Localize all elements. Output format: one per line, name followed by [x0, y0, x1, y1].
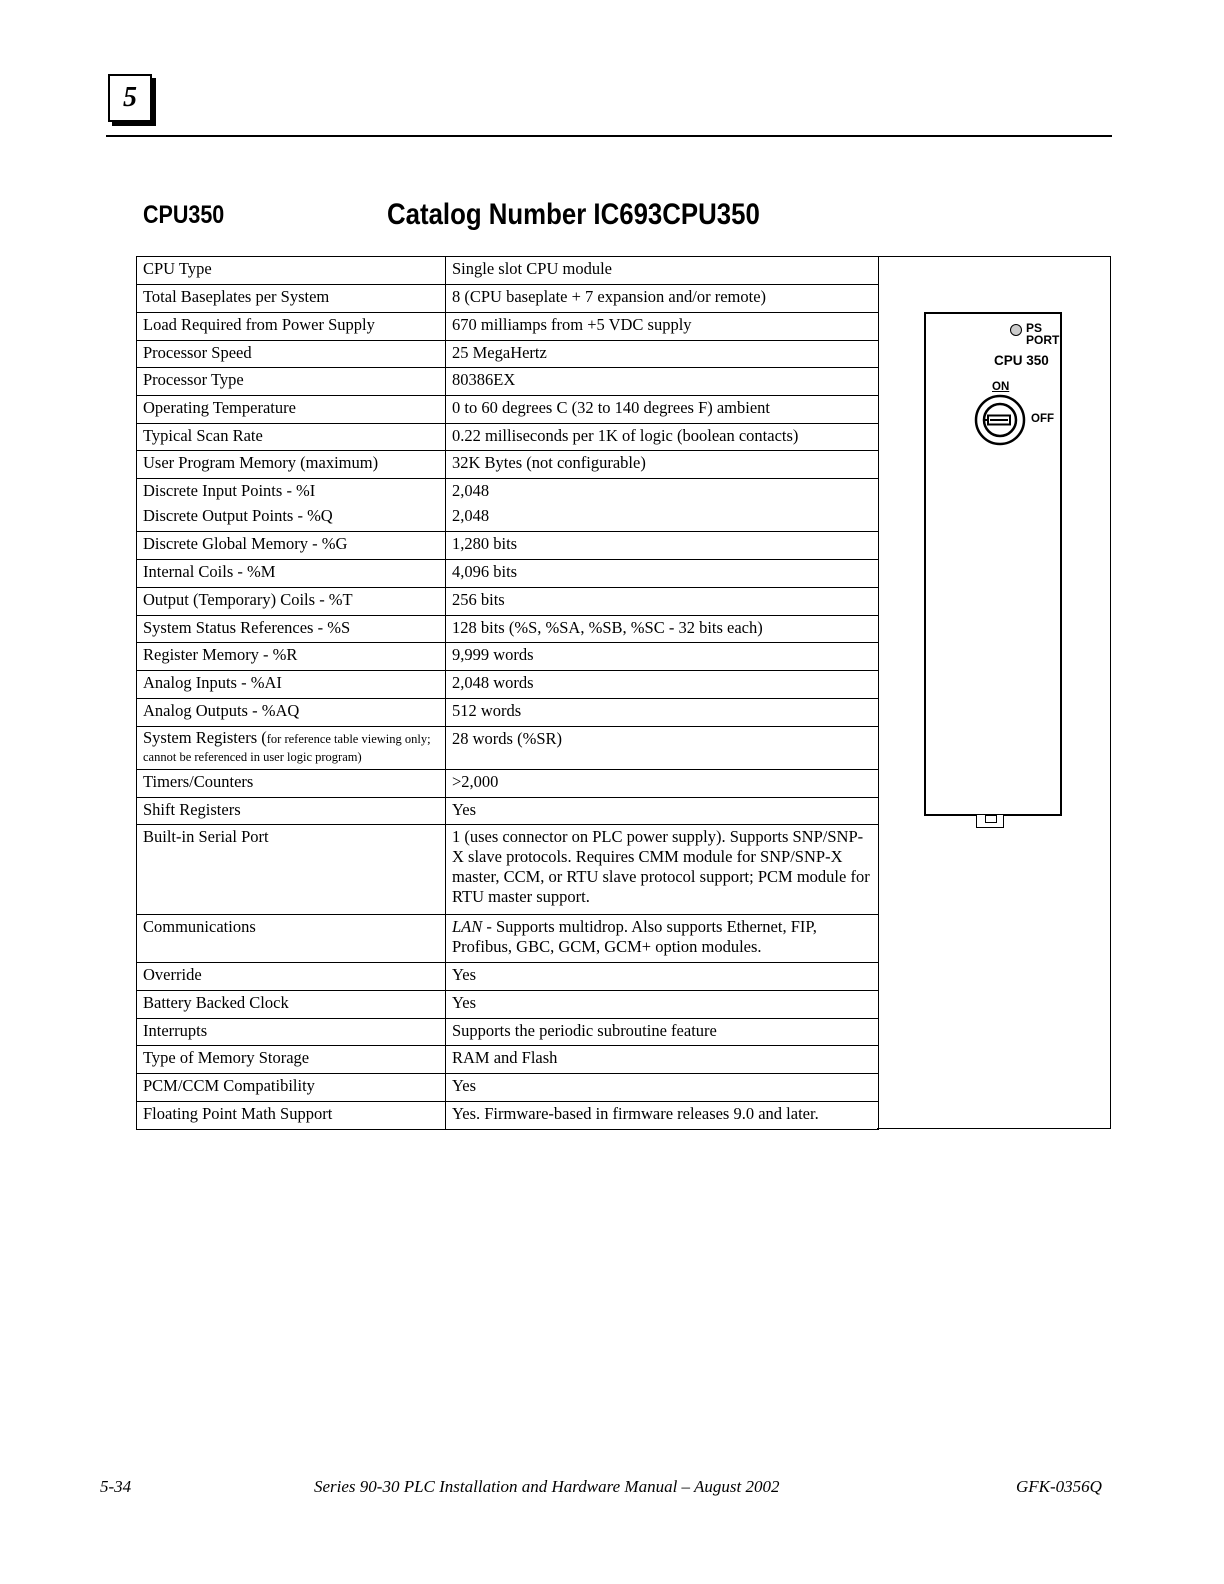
table-row: [137, 915, 879, 963]
spec-label-group: [137, 479, 446, 532]
table-row: [137, 479, 879, 532]
table-row: [137, 396, 879, 424]
spec-label: User Program Memory (maximum): [137, 451, 446, 479]
module-name-label: CPU 350: [994, 353, 1049, 368]
spec-value: Supports the periodic subroutine feature: [446, 1019, 879, 1046]
spec-label: Processor Type: [137, 368, 446, 396]
spec-label: Communications: [137, 915, 446, 963]
spec-label: System Status References - %S: [137, 616, 446, 643]
spec-value: Yes: [446, 1074, 879, 1102]
module-latch-tab: [976, 815, 1004, 828]
table-row: [137, 699, 879, 727]
table-row: [137, 1102, 879, 1130]
spec-value: Yes: [446, 963, 879, 991]
spec-label: Floating Point Math Support: [137, 1102, 446, 1130]
spec-label: Override: [137, 963, 446, 991]
spec-value: Single slot CPU module: [446, 257, 879, 285]
spec-label: Battery Backed Clock: [137, 991, 446, 1019]
table-row: [137, 991, 879, 1019]
off-label: OFF: [1031, 413, 1054, 425]
ps-port-led-icon: [1010, 324, 1022, 336]
model-name: CPU350: [143, 201, 225, 229]
spec-label: CPU Type: [137, 257, 446, 285]
spec-value: 0 to 60 degrees C (32 to 140 degrees F) ambient: [446, 396, 879, 424]
spec-value: 8 (CPU baseplate + 7 expansion and/or remote): [446, 285, 879, 313]
spec-label: Discrete Global Memory - %G: [137, 532, 446, 560]
table-row: [137, 825, 879, 915]
spec-value: 512 words: [446, 699, 879, 727]
table-row: [137, 451, 879, 479]
spec-label: Output (Temporary) Coils - %T: [137, 588, 446, 616]
table-row: [137, 727, 879, 770]
table-row: [137, 588, 879, 616]
table-row: [137, 285, 879, 313]
spec-label: Internal Coils - %M: [137, 560, 446, 588]
table-row: [137, 616, 879, 643]
spec-label: Shift Registers: [137, 798, 446, 825]
table-row: [137, 341, 879, 368]
on-label: ON: [992, 381, 1010, 393]
spec-value: 2,048: [452, 506, 490, 525]
table-row: [137, 770, 879, 798]
spec-value: 28 words (%SR): [446, 727, 879, 770]
port-label: PORT: [1026, 333, 1060, 347]
ps-label: PS: [1026, 321, 1043, 335]
footer-doc-id: GFK-0356Q: [1016, 1477, 1102, 1496]
spec-value: RAM and Flash: [446, 1046, 879, 1074]
spec-value: 0.22 milliseconds per 1K of logic (boolean contacts): [446, 424, 879, 451]
spec-value: 256 bits: [446, 588, 879, 616]
spec-value-group: [446, 915, 879, 963]
spec-table: [136, 256, 879, 1130]
spec-label: Operating Temperature: [137, 396, 446, 424]
table-row: [137, 1074, 879, 1102]
table-row: [137, 424, 879, 451]
spec-value: 9,999 words: [446, 643, 879, 671]
footer-title: Series 90-30 PLC Installation and Hardware Manual – August 2002: [314, 1477, 780, 1496]
spec-label-group: [137, 727, 446, 770]
spec-value: >2,000: [446, 770, 879, 798]
spec-label-note: for reference table viewing only; cannot be referenced in user logic program): [143, 732, 431, 764]
table-row: [137, 643, 879, 671]
table-row: [137, 1046, 879, 1074]
spec-value: 2,048 words: [446, 671, 879, 699]
spec-value: 2,048: [452, 481, 490, 500]
spec-value: Yes: [446, 991, 879, 1019]
table-row: [137, 963, 879, 991]
table-row: [137, 257, 879, 285]
spec-label: Total Baseplates per System: [137, 285, 446, 313]
spec-value: 32K Bytes (not configurable): [446, 451, 879, 479]
spec-value: 1,280 bits: [446, 532, 879, 560]
spec-value: 1 (uses connector on PLC power supply). Supports SNP/SNP-X slave protocols. Requires CMM module for SNP/SNP-X master, CCM, or RTU slave protocol support; PCM module for RTU master support.: [446, 825, 879, 915]
table-row: [137, 313, 879, 341]
table-row: [137, 798, 879, 825]
spec-label: Register Memory - %R: [137, 643, 446, 671]
spec-value: 128 bits (%S, %SA, %SB, %SC - 32 bits each): [446, 616, 879, 643]
spec-value: - Supports multidrop. Also supports Ethernet, FIP, Profibus, GBC, GCM, GCM+ option modules.: [452, 917, 817, 956]
spec-value: 80386EX: [446, 368, 879, 396]
spec-value: 25 MegaHertz: [446, 341, 879, 368]
spec-label: System Registers (: [143, 728, 267, 747]
spec-value-prefix: LAN: [452, 917, 483, 936]
spec-label: Type of Memory Storage: [137, 1046, 446, 1074]
spec-value: Yes. Firmware-based in firmware releases 9.0 and later.: [446, 1102, 879, 1130]
spec-label: Load Required from Power Supply: [137, 313, 446, 341]
spec-label: PCM/CCM Compatibility: [137, 1074, 446, 1102]
spec-value-group: [446, 479, 879, 532]
spec-label: Interrupts: [137, 1019, 446, 1046]
spec-value: 670 milliamps from +5 VDC supply: [446, 313, 879, 341]
table-row: [137, 368, 879, 396]
footer-page-number: 5-34: [100, 1477, 132, 1496]
chapter-number-box: [108, 74, 152, 122]
spec-label: Timers/Counters: [137, 770, 446, 798]
spec-label: Processor Speed: [137, 341, 446, 368]
key-switch-icon: [974, 394, 1028, 448]
spec-label: Analog Outputs - %AQ: [137, 699, 446, 727]
table-row: [137, 560, 879, 588]
spec-label: Typical Scan Rate: [137, 424, 446, 451]
spec-value: Yes: [446, 798, 879, 825]
chapter-number: 5: [123, 82, 137, 113]
spec-value: 4,096 bits: [446, 560, 879, 588]
spec-label: Discrete Output Points - %Q: [143, 506, 333, 525]
spec-label: Analog Inputs - %AI: [137, 671, 446, 699]
table-row: [137, 1019, 879, 1046]
table-row: [137, 671, 879, 699]
spec-label: Built-in Serial Port: [137, 825, 446, 915]
catalog-title: Catalog Number IC693CPU350: [387, 198, 760, 231]
header-rule: [106, 135, 1112, 137]
spec-label: Discrete Input Points - %I: [143, 481, 316, 500]
table-row: [137, 532, 879, 560]
